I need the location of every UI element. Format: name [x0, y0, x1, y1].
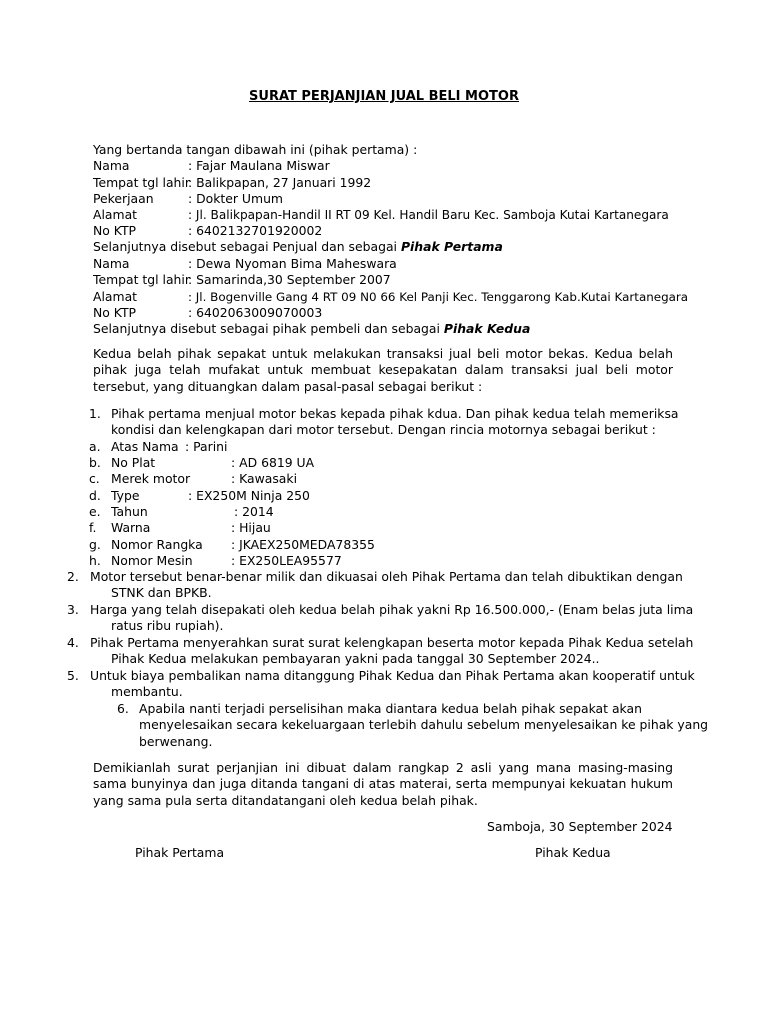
clause-line1: Pihak Pertama menyerahkan surat surat kelengkapan beserta motor kepada Pihak Kedua setelah: [90, 635, 694, 650]
party1-address-label: Alamat: [93, 207, 138, 222]
clause-number: 5.: [67, 668, 79, 683]
party1-ktp-value: : 6402132701920002: [188, 223, 323, 238]
clause6-line1: Apabila nanti terjadi perselisihan maka diantara kedua belah pihak sepakat akan: [139, 701, 642, 716]
signature-first-party: Pihak Pertama: [135, 845, 225, 860]
party1-birth-value: : Balikpapan, 27 Januari 1992: [188, 175, 372, 190]
motor-letter: c.: [89, 471, 100, 486]
clause1-line1: Pihak pertama menjual motor bekas kepada pihak kdua. Dan pihak kedua telah memeriksa: [111, 406, 679, 421]
motor-value: : EX250M Ninja 250: [188, 488, 310, 503]
clause6-line3: berwenang.: [139, 734, 213, 749]
clause1-number: 1.: [89, 406, 101, 421]
clause-line2: membantu.: [111, 684, 183, 699]
clause-line1: Motor tersebut benar-benar milik dan dikuasai oleh Pihak Pertama dan telah dibuktikan dengan: [90, 569, 683, 584]
clause-line1: Untuk biaya pembalikan nama ditanggung Pihak Kedua dan Pihak Pertama akan kooperatif untuk: [90, 668, 695, 683]
motor-label: Tahun: [111, 504, 148, 519]
clause-number: 4.: [67, 635, 79, 650]
motor-letter: b.: [89, 455, 101, 470]
intro-text: Yang bertanda tangan dibawah ini (pihak pertama) :: [93, 142, 418, 157]
motor-label: No Plat: [111, 455, 156, 470]
clause1-line2: kondisi dan kelengkapan dari motor tersebut. Dengan rincia motornya sebagai berikut :: [111, 422, 656, 437]
motor-value: : EX250LEA95577: [231, 553, 342, 568]
motor-label: Atas Nama: [111, 439, 179, 454]
closing-paragraph: Demikianlah surat perjanjian ini dibuat dalam rangkap 2 asli yang mana masing-masing sama bunyinya dan juga ditanda tangani di atas materai, serta mempunyai kekuatan hukum yang sama pula serta ditandatangani oleh kedua belah pihak.: [93, 760, 673, 808]
party2-role-name: Pihak Kedua: [443, 321, 531, 336]
motor-label: Nomor Mesin: [111, 553, 193, 568]
party1-job-label: Pekerjaan: [93, 191, 154, 206]
party2-address-value: : Jl. Bogenville Gang 4 RT 09 N0 66 Kel Panji Kec. Tenggarong Kab.Kutai Kartanegara: [188, 290, 689, 304]
motor-label: Nomor Rangka: [111, 537, 203, 552]
party1-name-value: : Fajar Maulana Miswar: [188, 158, 330, 173]
party2-birth-label: Tempat tgl lahir: [93, 272, 190, 287]
party1-address-value: : Jl. Balikpapan-Handil II RT 09 Kel. Handil Baru Kec. Samboja Kutai Kartanegara: [188, 208, 669, 222]
motor-value: : Parini: [185, 439, 228, 454]
party2-ktp-value: : 6402063009070003: [188, 305, 323, 320]
party1-name-label: Nama: [93, 158, 130, 173]
motor-value: : Hijau: [231, 520, 271, 535]
motor-value: : 2014: [234, 504, 274, 519]
agreement-paragraph: Kedua belah pihak sepakat untuk melakukan transaksi jual beli motor bekas. Kedua belah pihak juga telah mufakat untuk membuat kesepakatan dalam transaksi jual beli motor tersebut, yang dituangkan dalam pasal-pasal sebagai berikut :: [93, 346, 673, 394]
clause6-line2: menyelesaikan secara kekeluargaan terlebih dahulu sebelum menyelesaikan ke pihak yang: [139, 717, 709, 732]
motor-letter: e.: [89, 504, 101, 519]
motor-letter: a.: [89, 439, 101, 454]
motor-letter: h.: [89, 553, 101, 568]
motor-letter: f.: [89, 520, 97, 535]
party1-job-value: : Dokter Umum: [188, 191, 283, 206]
party1-ktp-label: No KTP: [93, 223, 136, 238]
party2-role-line: [93, 321, 530, 337]
party2-birth-value: : Samarinda,30 September 2007: [188, 272, 391, 287]
party1-role-line: [93, 239, 503, 255]
clause-number: 3.: [67, 602, 79, 617]
party2-address-label: Alamat: [93, 289, 138, 304]
motor-value: : JKAEX250MEDA78355: [231, 537, 375, 552]
clause6-number: 6.: [117, 701, 129, 716]
motor-value: : AD 6819 UA: [231, 455, 315, 470]
motor-label: Type: [111, 488, 140, 503]
motor-letter: g.: [89, 537, 101, 552]
party1-role-name: Pihak Pertama: [400, 239, 503, 254]
clause-line2: ratus ribu rupiah).: [111, 618, 224, 633]
place-date: Samboja, 30 September 2024: [487, 819, 673, 834]
party2-role-prefix: Selanjutnya disebut sebagai pihak pembeli dan sebagai: [93, 321, 444, 336]
clause-line1: Harga yang telah disepakati oleh kedua belah pihak yakni Rp 16.500.000,- (Enam belas juta lima: [90, 602, 694, 617]
party2-ktp-label: No KTP: [93, 305, 136, 320]
clause-line2: STNK dan BPKB.: [111, 585, 212, 600]
party1-birth-label: Tempat tgl lahir: [93, 175, 190, 190]
motor-value: : Kawasaki: [231, 471, 298, 486]
signature-second-party: Pihak Kedua: [535, 845, 611, 860]
motor-label: Merek motor: [111, 471, 191, 486]
clause-number: 2.: [67, 569, 79, 584]
document-title: SURAT PERJANJIAN JUAL BELI MOTOR: [249, 89, 519, 104]
motor-letter: d.: [89, 488, 101, 503]
motor-label: Warna: [111, 520, 151, 535]
clause-line2: Pihak Kedua melakukan pembayaran yakni pada tanggal 30 September 2024..: [111, 651, 600, 666]
party2-name-value: : Dewa Nyoman Bima Maheswara: [188, 256, 397, 271]
party2-name-label: Nama: [93, 256, 130, 271]
party1-role-prefix: Selanjutnya disebut sebagai Penjual dan sebagai: [93, 239, 401, 254]
